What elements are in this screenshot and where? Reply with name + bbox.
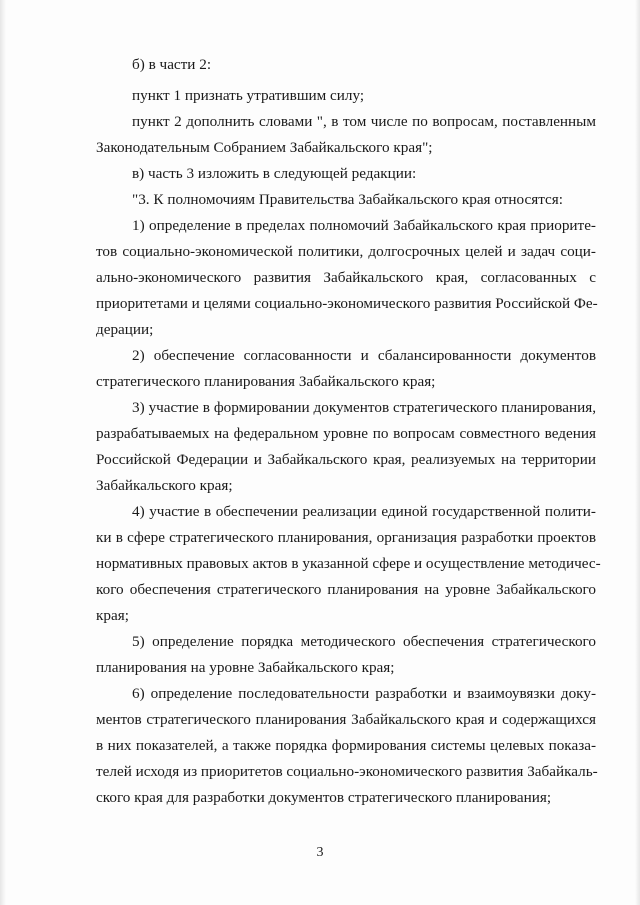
text-line: стратегического планирования Забайкальского края; (96, 373, 436, 390)
text-line: 5) определение порядка методического обеспечения стратегического (132, 633, 596, 650)
text-line: телей исходя из приоритетов социально-экономического развития Забайкаль- (96, 763, 598, 780)
text-line: в них показателей, а также порядка формирования системы целевых показа- (96, 737, 596, 754)
text-line: дерации; (96, 321, 154, 338)
text-line: 4) участие в обеспечении реализации единой государственной полити- (132, 503, 596, 520)
scan-edge-right (635, 0, 640, 905)
text-line: нормативных правовых актов в указанной сфере и осуществление методичес- (96, 555, 601, 572)
page-number: 3 (316, 845, 324, 860)
text-line: 1) определение в пределах полномочий Забайкальского края приорите- (132, 217, 596, 234)
text-line: планирования на уровне Забайкальского края; (96, 659, 395, 676)
text-line: Российской Федерации и Забайкальского края, реализуемых на территории (96, 451, 596, 468)
text-line: приоритетами и целями социально-экономического развития Российской Фе- (96, 295, 598, 312)
text-line: в) часть 3 изложить в следующей редакции: (132, 165, 417, 182)
text-line: кого обеспечения стратегического планирования на уровне Забайкальского (96, 581, 596, 598)
text-line: 2) обеспечение согласованности и сбалансированности документов (132, 347, 596, 364)
scan-edge-left (0, 0, 6, 905)
text-line: ского края для разработки документов стратегического планирования; (96, 789, 552, 806)
text-line: 3) участие в формировании документов стратегического планирования, (132, 399, 596, 416)
text-line: ки в сфере стратегического планирования, организация разработки проектов (96, 529, 596, 546)
text-line: ментов стратегического планирования Забайкальского края и содержащихся (96, 711, 596, 728)
text-line: пункт 1 признать утратившим силу; (132, 87, 365, 104)
text-line: пункт 2 дополнить словами ", в том числе по вопросам, поставленным (132, 113, 596, 130)
text-line: разрабатываемых на федеральном уровне по вопросам совместного ведения (96, 425, 596, 442)
text-line: 6) определение последовательности разработки и взаимоувязки доку- (132, 685, 596, 702)
text-line: Забайкальского края; (96, 477, 233, 494)
text-line: тов социально-экономической политики, долгосрочных целей и задач соци- (96, 243, 596, 260)
text-line: Законодательным Собранием Забайкальского края"; (96, 139, 433, 156)
text-line: б) в части 2: (132, 56, 212, 73)
text-line: края; (96, 607, 129, 624)
text-line: "3. К полномочиям Правительства Забайкальского края относятся: (132, 191, 563, 208)
text-line: ально-экономического развития Забайкальского края, согласованных с (96, 269, 596, 286)
